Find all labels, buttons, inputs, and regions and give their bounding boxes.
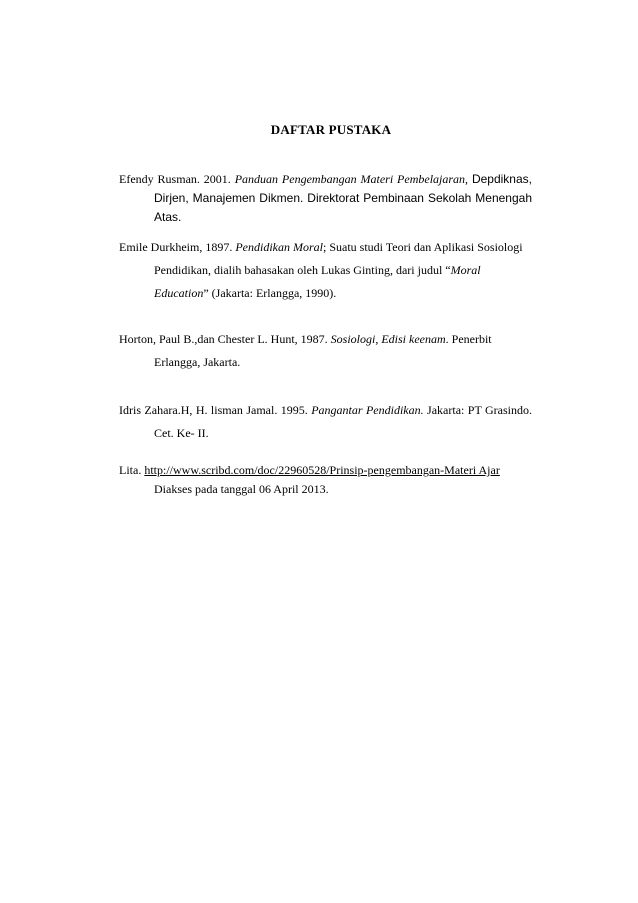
reference-description: ; Suatu studi Teori dan Aplikasi Sosiologi Pendidikan, dialih bahasakan oleh Lukas Ginting, dari judul “ bbox=[154, 240, 523, 277]
reference-url-link[interactable]: http://www.scribd.com/doc/22960528/Prinsip-pengembangan-Materi Ajar bbox=[144, 463, 500, 477]
reference-original-title: Moral Education bbox=[154, 263, 481, 300]
reference-item-lita bbox=[119, 461, 532, 499]
reference-author-year: Horton, Paul B.,dan Chester L. Hunt, 1987. bbox=[119, 332, 331, 346]
reference-book-title: Pendidikan Moral bbox=[235, 240, 323, 254]
reference-item-horton bbox=[119, 328, 532, 374]
reference-book-title: Pangantar Pendidikan. bbox=[311, 403, 424, 417]
reference-author-year: Efendy Rusman. 2001. bbox=[119, 172, 235, 186]
reference-publisher: ” (Jakarta: Erlangga, 1990). bbox=[203, 286, 337, 300]
reference-author-year: Idris Zahara.H, H. lisman Jamal. 1995. bbox=[119, 403, 312, 417]
reference-item-idris bbox=[119, 399, 532, 445]
reference-publisher: Jakarta: PT Grasindo. Cet. Ke- II. bbox=[154, 403, 533, 440]
reference-publisher: . Penerbit Erlangga, Jakarta. bbox=[154, 332, 492, 369]
reference-publisher: Depdiknas, Dirjen, Manajemen Dikmen. Direktorat Pembinaan Sekolah Menengah Atas. bbox=[154, 172, 532, 224]
reference-book-title: Panduan Pengembangan Materi Pembelajaran bbox=[234, 172, 466, 186]
reference-list bbox=[119, 170, 532, 499]
reference-author-year: Emile Durkheim, 1897. bbox=[119, 240, 236, 254]
reference-edition: Edisi keenam bbox=[381, 332, 446, 346]
reference-item-efendy bbox=[119, 170, 532, 227]
reference-separator: , bbox=[465, 172, 472, 186]
page-title: DAFTAR PUSTAKA bbox=[270, 122, 392, 137]
reference-item-durkheim bbox=[119, 236, 532, 305]
reference-book-title: Sosiologi bbox=[330, 332, 376, 346]
reference-author: Lita. bbox=[119, 463, 145, 477]
reference-separator: , bbox=[375, 332, 382, 346]
reference-access-date: Diakses pada tanggal 06 April 2013. bbox=[154, 482, 329, 496]
